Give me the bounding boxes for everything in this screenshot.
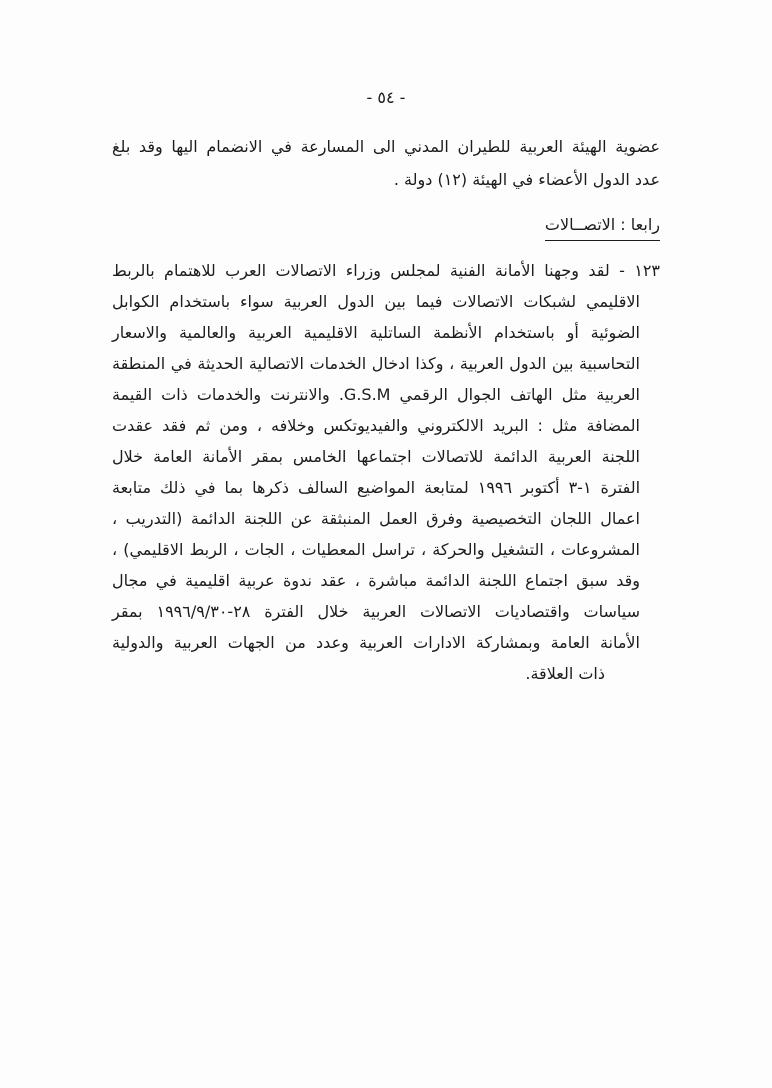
paragraph-line: الضوئية أو باستخدام الأنظمة الساتلية الاقليمية العربية والعالمية والاسعار <box>112 323 640 342</box>
paragraph-line: ١٢٣ - لقد وجهنا الأمانة الفنية لمجلس وزراء الاتصالات العرب للاهتمام بالربط <box>112 261 660 280</box>
paragraph-line: الفترة ١-٣ أكتوبر ١٩٩٦ لمتابعة المواضيع السالف ذكرها بما في ذلك متابعة <box>112 478 641 497</box>
paragraph-line: وقد سبق اجتماع اللجنة الدائمة مباشرة ، عقد ندوة عربية اقليمية في مجال <box>112 571 640 590</box>
paragraph-line: ذات العلاقة. <box>525 664 605 683</box>
intro-line: عضوية الهيئة العربية للطيران المدني الى المسارعة في الانضمام اليها وقد بلغ <box>112 137 660 156</box>
paragraph-line: العربية مثل الهاتف الجوال الرقمي G.S.M. والانترنت والخدمات ذات القيمة <box>112 385 640 404</box>
paragraph-line: اعمال اللجان التخصيصية وفرق العمل المنبثقة عن اللجنة الدائمة (التدريب ، <box>112 509 640 528</box>
section-heading-communications: رابعا : الاتصــالات <box>545 214 660 241</box>
intro-line: عدد الدول الأعضاء في الهيئة (١٢) دولة . <box>393 170 660 189</box>
paragraph-line: التحاسبية بين الدول العربية ، وكذا ادخال الخدمات الاتصالية الحديثة في المنطقة <box>112 354 640 373</box>
page-number: - ٥٤ - <box>366 88 406 107</box>
paragraph-line: المضافة مثل : البريد الالكتروني والفيديوتكس وخلافه ، ومن ثم فقد عقدت <box>112 416 640 435</box>
paragraph-line: اللجنة العربية الدائمة للاتصالات اجتماعها الخامس بمقر الأمانة العامة خلال <box>112 447 640 466</box>
item-123-paragraph <box>112 255 660 689</box>
paragraph-line: الأمانة العامة وبمشاركة الادارات العربية وعدد من الجهات العربية والدولية <box>112 633 640 652</box>
paragraph-line: المشروعات ، التشغيل والحركة ، تراسل المعطيات ، الجات ، الربط الاقليمي) ، <box>112 540 640 559</box>
paragraph-line: الاقليمي لشبكات الاتصالات فيما بين الدول العربية سواء باستخدام الكوابل <box>112 292 640 311</box>
paragraph-line: سياسات واقتصاديات الاتصالات العربية خلال الفترة ٢٨-١٩٩٦/٩/٣٠ بمقر <box>112 602 640 621</box>
intro-paragraph <box>112 130 660 196</box>
